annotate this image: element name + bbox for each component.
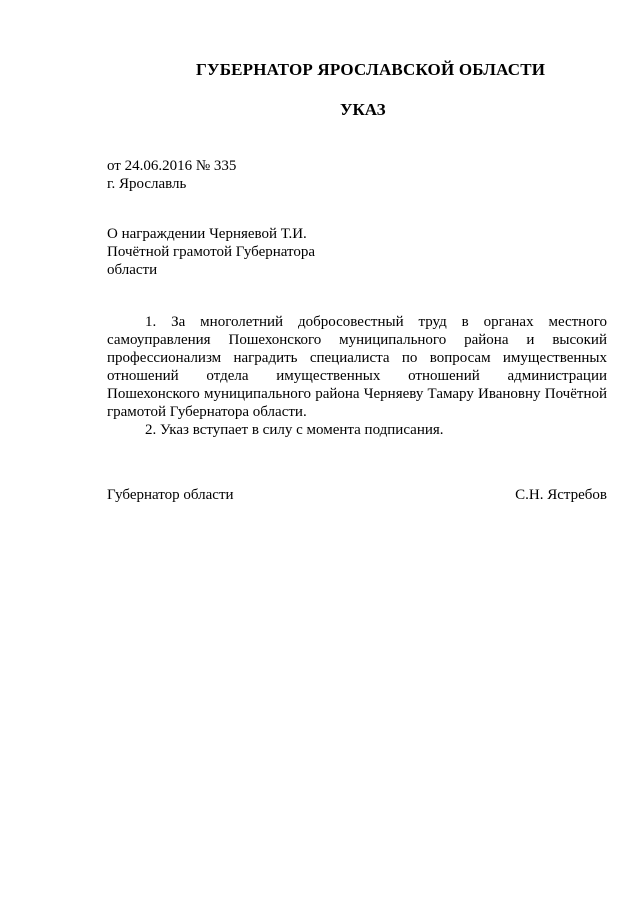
signatory-position: Губернатор области	[107, 487, 234, 503]
document-type-heading: УКАЗ	[340, 100, 386, 119]
subject-line: О награждении Черняевой Т.И.	[107, 226, 307, 242]
document-authority-title: ГУБЕРНАТОР ЯРОСЛАВСКОЙ ОБЛАСТИ	[196, 60, 546, 79]
signatory-name: С.Н. Ястребов	[515, 487, 607, 503]
document-city: г. Ярославль	[107, 176, 187, 192]
body-paragraph-2: 2. Указ вступает в силу с момента подписания.	[145, 422, 444, 438]
body-paragraph-1: 1. За многолетний добросовестный труд в органах местного самоуправления Пошехонского муниципального района и высокий профессионализм наградить специалиста по вопросам имущественных отношений отдела имущественных отношений администрации Пошехонского муниципального района Черняеву Тамару Ивановну Почётной грамотой Губернатора области.	[107, 314, 607, 420]
subject-line: области	[107, 262, 158, 278]
document-date-number: от 24.06.2016 № 335	[107, 158, 237, 174]
subject-line: Почётной грамотой Губернатора	[107, 244, 316, 260]
document-body	[107, 313, 607, 439]
document-subject	[107, 225, 407, 279]
signature-block	[107, 486, 607, 504]
